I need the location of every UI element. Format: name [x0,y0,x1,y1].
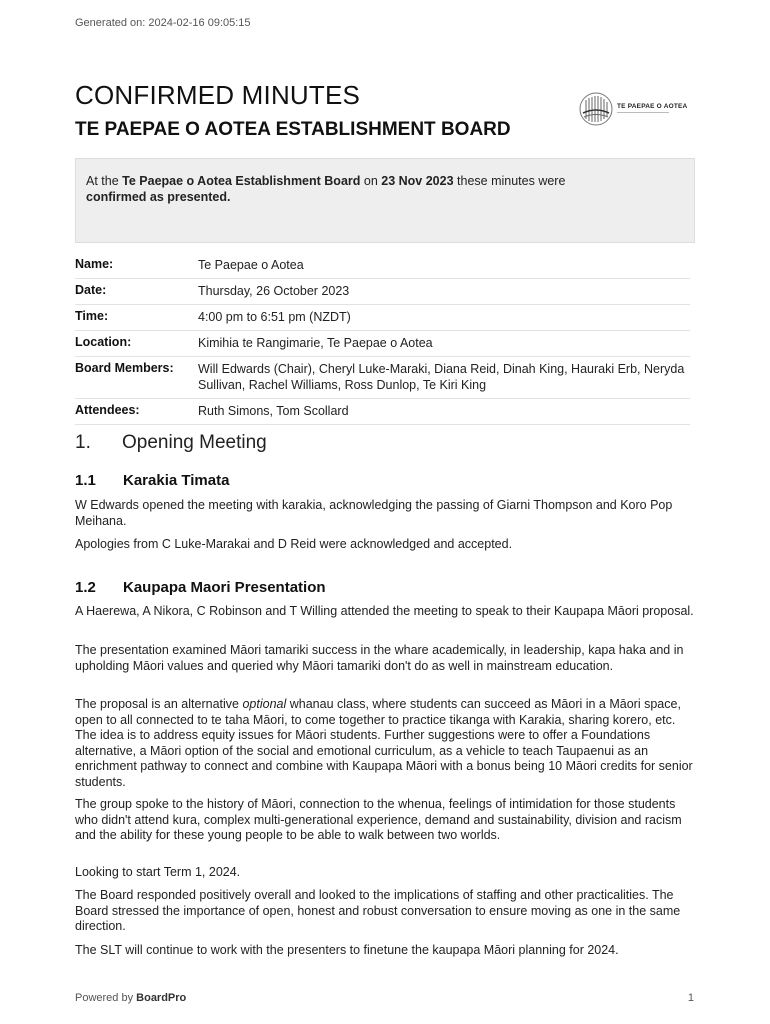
meeting-time-row [75,305,690,331]
confirmation-suffix: these minutes were [453,174,566,188]
meeting-board-members-row [75,357,690,399]
kaupapa-paragraph-6: The Board responded positively overall and looked to the implications of staffing and other practicalities. The Board stressed the importance of open, honest and robust conversation to ensure moving as one in the same direction. [75,888,681,933]
school-logo [579,90,699,128]
meta-value: Will Edwards (Chair), Cheryl Luke-Maraki, Diana Reid, Dinah King, Hauraki Erb, Neryda Sullivan, Rachel Williams, Ross Dunlop, Te Kiri King [198,362,685,392]
kaupapa-paragraph-1: A Haerewa, A Nikora, C Robinson and T Willing attended the meeting to speak to their Kaupapa Māori proposal. [75,604,694,618]
subsection-title: Karakia Timata [123,472,230,489]
meeting-name-row [75,253,690,279]
section-heading-opening-meeting [75,432,267,454]
meeting-location-row [75,331,690,357]
footer-powered-by [75,992,186,1004]
meta-label: Time: [75,309,109,323]
kaupapa-paragraph-7: The SLT will continue to work with the presenters to finetune the kaupapa Māori planning for 2024. [75,943,619,957]
section-number: 1. [75,432,91,453]
meeting-attendees-row [75,399,690,425]
document-subtitle: TE PAEPAE O AOTEA ESTABLISHMENT BOARD [75,119,511,140]
meta-value: 4:00 pm to 6:51 pm (NZDT) [198,310,351,324]
subsection-number: 1.2 [75,579,96,596]
kaupapa-paragraph-5: Looking to start Term 1, 2024. [75,865,241,879]
page-number: 1 [687,992,694,1004]
confirmation-middle: on [360,174,382,188]
meta-label: Location: [75,335,132,349]
meta-value: Te Paepae o Aotea [198,258,304,272]
meta-value: Ruth Simons, Tom Scollard [198,404,349,418]
kaupapa-paragraph-3 [75,697,699,790]
p3-end: whanau class, where students can succeed as Māori in a Māori space, open to all connected to te taha Māori, to come together to practice tikanga with Karakia, sharing korero, etc. The idea is to address equity issues for Māori students. Further suggestions were to offer a Foundations alternative, a Māori option of the social and emotional curriculum, as a vehicle to teach Taupaenui as an enrichment pathway to connect and combine with Kaupapa Māori with a bonus being 10 Māori credits for senior students. [75,697,693,789]
section-title: Opening Meeting [122,432,267,453]
subsection-number: 1.1 [75,472,96,489]
kaupapa-paragraph-4: The group spoke to the history of Māori, connection to the whenua, feelings of intimidation for those students who didn't attend kura, complex multi-generational experience, demand and sustainability, division and racism and the ability for these young people to be able to walk between two worlds. [75,797,682,842]
meta-label: Attendees: [75,403,140,417]
subsection-title: Kaupapa Maori Presentation [123,579,326,596]
subsection-heading-karakia [75,472,229,489]
karakia-paragraph-2: Apologies from C Luke-Marakai and D Reid were acknowledged and accepted. [75,537,513,551]
document-title: CONFIRMED MINUTES [75,80,361,110]
logo-wordmark: TE PAEPAE O AOTEA [617,103,688,110]
subsection-heading-kaupapa [75,579,326,596]
confirmation-board: Te Paepae o Aotea Establishment Board [122,174,361,188]
p3-start: The proposal is an alternative [75,697,243,711]
powered-by-brand: BoardPro [136,992,187,1004]
meeting-date-row [75,279,690,305]
meta-value: Thursday, 26 October 2023 [198,284,350,298]
confirmation-notice [75,158,695,243]
p3-emphasis: optional [242,697,287,711]
karakia-paragraph-1: W Edwards opened the meeting with karakia, acknowledging the passing of Giarni Thompson and Koro Pop Meihana. [75,498,673,528]
meta-label: Board Members: [75,361,174,375]
meta-label: Name: [75,257,114,271]
generated-timestamp: Generated on: 2024-02-16 09:05:15 [75,17,251,29]
powered-by-prefix: Powered by [75,992,137,1004]
meta-value: Kimihia te Rangimarie, Te Paepae o Aotea [198,336,433,350]
school-emblem-icon [579,92,613,126]
kaupapa-paragraph-2: The presentation examined Māori tamariki success in the whare academically, in leadership, kapa haka and in upholding Māori values and queried why Māori tamariki don't do as well in mainstream education. [75,643,684,673]
confirmation-prefix: At the [86,174,123,188]
meta-label: Date: [75,283,107,297]
meeting-details-table [75,253,690,425]
confirmation-date: 23 Nov 2023 [381,174,454,188]
logo-tagline-decoration [617,111,687,115]
confirmation-status: confirmed as presented. [86,190,231,204]
